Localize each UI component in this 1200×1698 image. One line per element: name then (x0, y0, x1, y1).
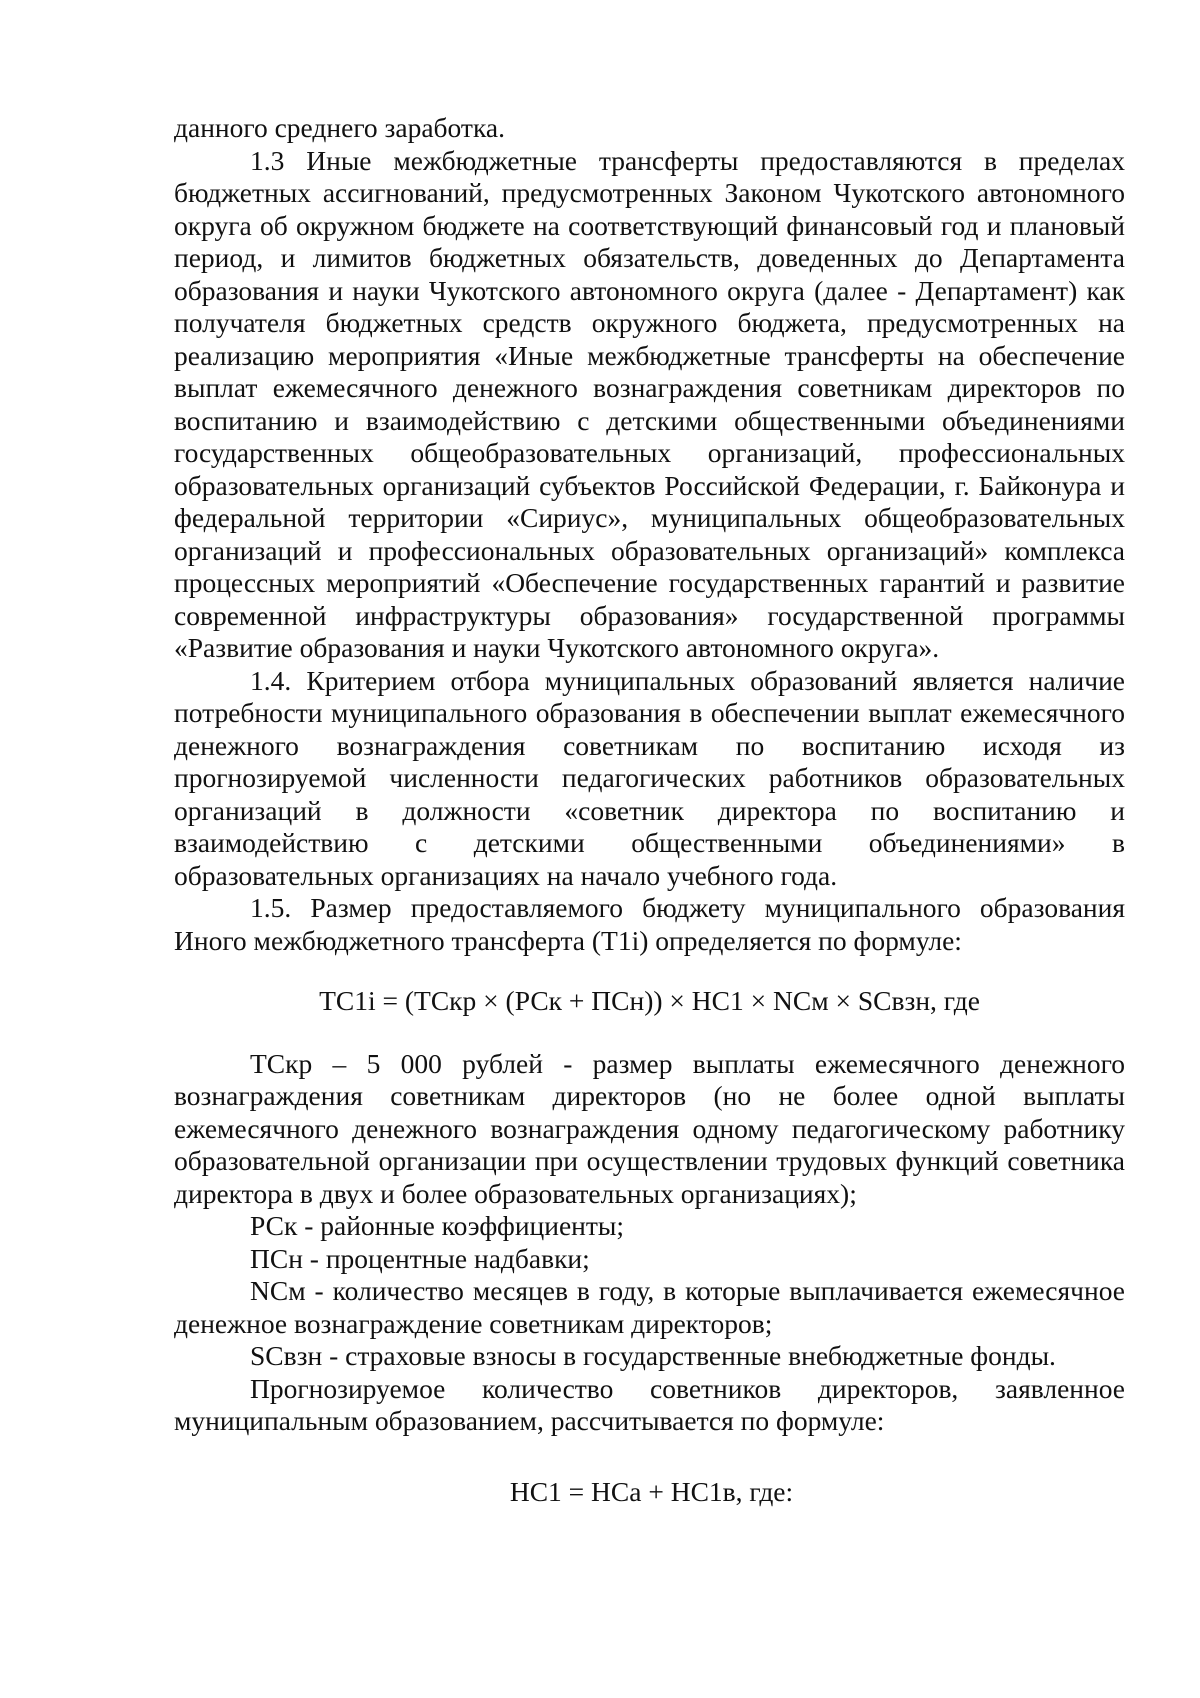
formula-transfer-size: ТС1i = (ТСкр × (РСк + ПСн)) × НС1 × NСм × SСвзн, где (319, 985, 980, 1016)
paragraph-1-3: 1.3 Иные межбюджетные трансферты предоставляются в пределах бюджетных ассигнований, предусмотренных Законом Чукотского автономного округа об окружном бюджете на соответствующий финансовый год и плановый период, и лимитов бюджетных обязательств, доведенных до Департамента образования и науки Чукотского автономного округа (далее - Департамент) как получателя бюджетных средств окружного бюджета, предусмотренных на реализацию мероприятия «Иные межбюджетные трансферты на обеспечение выплат ежемесячного денежного вознаграждения советникам директоров по воспитанию и взаимодействию с детскими общественными объединениями государственных общеобразовательных организаций, профессиональных образовательных организаций субъектов Российской Федерации, г. Байконура и федеральной территории «Сириус», муниципальных общеобразовательных организаций и профессиональных образовательных организаций» комплекса процессных мероприятий «Обеспечение государственных гарантий и развитие современной инфраструктуры образования» государственной программы «Развитие образования и науки Чукотского автономного округа». (174, 144, 1125, 663)
paragraph-advisor-count: Прогнозируемое количество советников директоров, заявленное муниципальным образованием, рассчитывается по формуле: (174, 1372, 1125, 1436)
definition-psn: ПСн - процентные надбавки; (250, 1242, 590, 1274)
paragraph-1-5: 1.5. Размер предоставляемого бюджету муниципального образования Иного межбюджетного трансферта (Т1i) определяется по формуле: (174, 892, 1125, 956)
definition-tskr: ТСкр – 5 000 рублей - размер выплаты ежемесячного денежного вознаграждения советникам директоров (но не более одной выплаты ежемесячного денежного вознаграждения одному педагогическому работнику образовательной организации при осуществлении трудовых функций советника директора в двух и более образовательных организациях); (174, 1047, 1125, 1209)
formula-advisor-count: НС1 = НСа + НС1в, где: (509, 1475, 794, 1507)
definition-rsk: РСк - районные коэффициенты; (250, 1210, 625, 1241)
paragraph-continuation: данного среднего заработка. (174, 112, 505, 143)
paragraph-1-4: 1.4. Критерием отбора муниципальных образований является наличие потребности муниципального образования в обеспечении выплат ежемесячного денежного вознаграждения советникам по воспитанию исходя из прогнозируемой численности педагогических работников образовательных организаций в должности «советник директора по воспитанию и взаимодействию с детскими общественными объединениями» в образовательных организациях на начало учебного года. (174, 664, 1125, 891)
document-page (174, 112, 1125, 1508)
definition-ssvzn: SСвзн - страховые взносы в государственные внебюджетные фонды. (250, 1340, 1056, 1371)
definition-nsm: NСм - количество месяцев в году, в которые выплачивается ежемесячное денежное вознаграждение советникам директоров; (174, 1275, 1125, 1339)
